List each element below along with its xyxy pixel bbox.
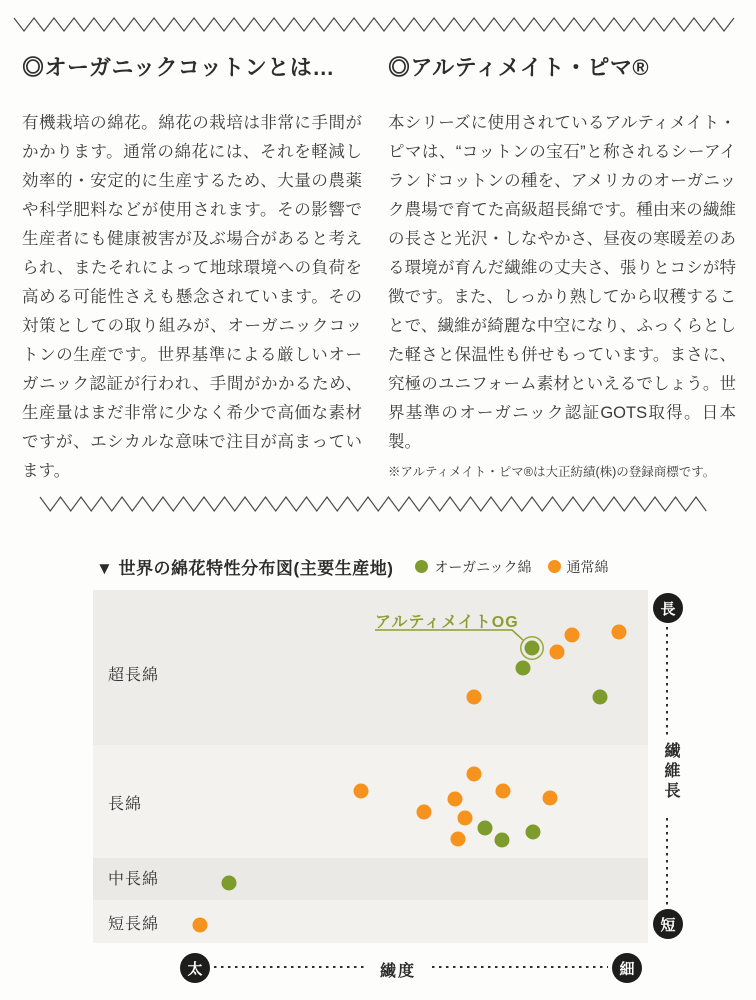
dotted-line-vertical-upper <box>666 627 668 737</box>
data-point <box>516 661 531 676</box>
legend-label-organic: オーガニック綿 <box>434 558 532 575</box>
data-point <box>549 645 564 660</box>
data-point <box>542 790 557 805</box>
data-point <box>416 805 431 820</box>
data-point <box>354 783 369 798</box>
fineness-axis-label: 繊度 <box>379 963 416 980</box>
data-point <box>496 783 511 798</box>
data-point <box>447 791 462 806</box>
left-heading: ◎オーガニックコットンとは… <box>22 55 335 80</box>
left-body-text: 有機栽培の綿花。綿花の栽培は非常に手間がかかります。通常の綿花には、それを軽減し効率的・安定的に生産するため、大量の農薬や科学肥料などが使用されます。その影響で生産者にも健康被害が及ぶ場合があると考えられ、またそれによって地球環境への負荷を高める可能性さえも懸念されています。その対策としての取り組みが、オーガニックコットンの生産です。世界基準による厳しいオーガニック認証が行われ、手間がかかるため、生産量はまだ非常に少なく希少で高価な素材ですが、エシカルな意味で注目が高まっています。 <box>22 114 362 480</box>
scatter-plot <box>93 590 648 943</box>
zigzag-border-middle <box>0 491 756 519</box>
dotted-line-horizontal-left <box>214 966 366 968</box>
data-point <box>477 820 492 835</box>
organic-dot-icon <box>415 560 428 573</box>
legend-item-organic <box>415 557 531 577</box>
data-point <box>451 831 466 846</box>
axis-fine-badge: 細 <box>612 953 642 983</box>
axis-thick-badge: 太 <box>180 953 210 983</box>
row-label-long-staple: 長綿 <box>108 796 143 813</box>
left-column <box>22 52 362 486</box>
legend-label-regular: 通常綿 <box>566 558 609 575</box>
zigzag-border-top <box>0 12 756 38</box>
data-point <box>612 625 627 640</box>
data-point <box>593 689 608 704</box>
data-point <box>193 917 208 932</box>
data-point <box>457 811 472 826</box>
right-heading: ◎アルティメイト・ピマ® <box>388 55 650 80</box>
data-point <box>466 689 481 704</box>
data-point <box>525 640 540 655</box>
legend-item-regular <box>548 557 609 577</box>
dotted-line-horizontal-right <box>432 966 608 968</box>
right-column <box>388 52 736 494</box>
annotation-connector-line <box>93 590 648 943</box>
fiber-length-axis-label: 繊維長 <box>662 742 679 802</box>
right-body-text: 本シリーズに使用されているアルティメイト・ピマは、“コットンの宝石”と称されるシーアイランドコットンの種を、アメリカのオーガニック農場で育てた高級超長綿です。種由来の繊維の長さと光沢・しなやかさ、昼夜の寒暖差のある環境が育んだ繊維の丈夫さ、張りとコシが特徴です。また、しっかり熟してから収穫することで、繊維が綺麗な中空になり、ふっくらとした軽さと保温性も併せもっています。まさに、究極のユニフォーム素材といえるでしょう。世界基準のオーガニック認証GOTS取得。日本製。 <box>388 114 736 451</box>
data-point <box>526 825 541 840</box>
axis-short-badge: 短 <box>653 909 683 939</box>
data-point <box>221 875 236 890</box>
chart-header <box>96 554 625 579</box>
row-label-extra-long-staple: 超長綿 <box>108 667 160 684</box>
axis-long-badge: 長 <box>653 593 683 623</box>
data-point <box>495 832 510 847</box>
chart-title: ▼ 世界の綿花特性分布図(主要生産地) <box>96 559 394 578</box>
trademark-note: ※アルティメイト・ピマ®は大正紡績(株)の登録商標です。 <box>388 465 716 479</box>
row-label-short-staple: 短長綿 <box>108 916 160 933</box>
row-label-medium-staple: 中長綿 <box>108 871 160 888</box>
data-point <box>564 627 579 642</box>
regular-dot-icon <box>548 560 561 573</box>
dotted-line-vertical-lower <box>666 818 668 906</box>
chart-legend <box>415 557 624 577</box>
data-point <box>466 766 481 781</box>
ultimate-og-annotation: アルティメイトOG <box>375 614 519 631</box>
